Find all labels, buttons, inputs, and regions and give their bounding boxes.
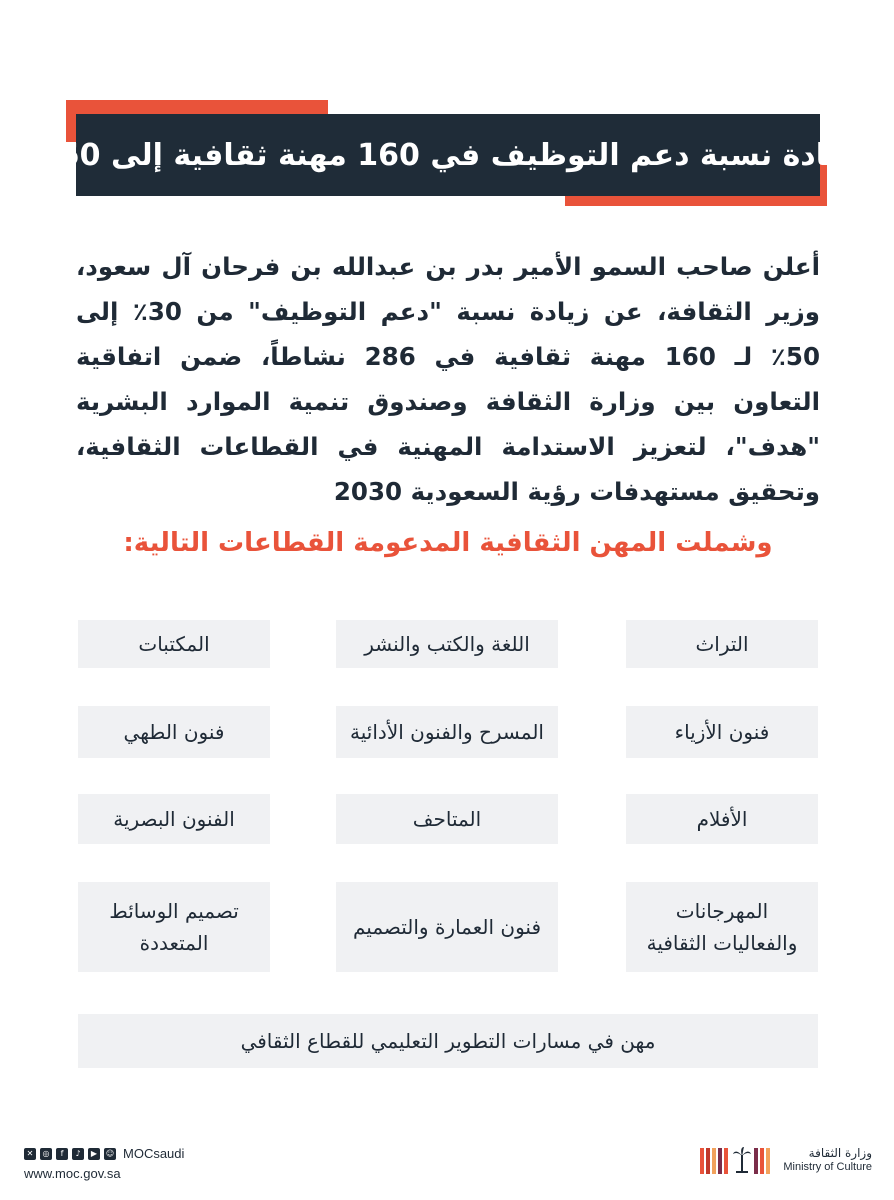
sector-educational-development: مهن في مسارات التطوير التعليمي للقطاع الثقافي: [78, 1014, 818, 1068]
tiktok-icon[interactable]: ♪: [72, 1148, 84, 1160]
sector-theater-performing-arts: المسرح والفنون الأدائية: [336, 706, 558, 758]
sector-libraries: المكتبات: [78, 620, 270, 668]
logo-english-text: Ministry of Culture: [783, 1161, 872, 1173]
sector-heritage: التراث: [626, 620, 818, 668]
logo-bars-right: [754, 1148, 770, 1174]
logo-arabic-text: وزارة الثقافة: [808, 1146, 872, 1160]
sector-fashion: فنون الأزياء: [626, 706, 818, 758]
ministry-logo: [700, 1146, 872, 1176]
title-banner: [40, 114, 856, 196]
social-handle[interactable]: MOCsaudi: [123, 1146, 185, 1161]
sector-museums: المتاحف: [336, 794, 558, 844]
sector-architecture-design: فنون العمارة والتصميم: [336, 882, 558, 972]
page-title: زيادة نسبة دعم التوظيف في 160 مهنة ثقافية إلى 50٪: [40, 137, 856, 173]
facebook-icon[interactable]: f: [56, 1148, 68, 1160]
instagram-icon[interactable]: ◎: [40, 1148, 52, 1160]
website-link[interactable]: www.moc.gov.sa: [24, 1166, 121, 1181]
sector-multimedia-design: تصميم الوسائط المتعددة: [78, 882, 270, 972]
sectors-heading: وشملت المهن الثقافية المدعومة القطاعات التالية:: [123, 528, 773, 558]
palm-icon: [732, 1146, 752, 1174]
x-icon[interactable]: ✕: [24, 1148, 36, 1160]
sector-film: الأفلام: [626, 794, 818, 844]
sector-literature-publishing: اللغة والكتب والنشر: [336, 620, 558, 668]
logo-bars-left: [700, 1148, 728, 1174]
social-links: [24, 1146, 184, 1161]
youtube-icon[interactable]: ▶: [88, 1148, 100, 1160]
intro-paragraph: أعلن صاحب السمو الأمير بدر بن عبدالله بن فرحان آل سعود، وزير الثقافة، عن زيادة نسبة "دعم التوظيف" من 30٪ إلى 50٪ لـ 160 مهنة ثقافية في 286 نشاطاً، ضمن اتفاقية التعاون بين وزارة الثقافة وصندوق تنمية الموارد البشرية "هدف"، لتعزيز الاستدامة المهنية في القطاعات الثقافية، وتحقيق مستهدفات رؤية السعودية 2030: [76, 252, 820, 506]
sector-visual-arts: الفنون البصرية: [78, 794, 270, 844]
sector-festivals-events: المهرجانات والفعاليات الثقافية: [626, 882, 818, 972]
snapchat-icon[interactable]: ☺: [105, 1148, 115, 1158]
sector-culinary-arts: فنون الطهي: [78, 706, 270, 758]
